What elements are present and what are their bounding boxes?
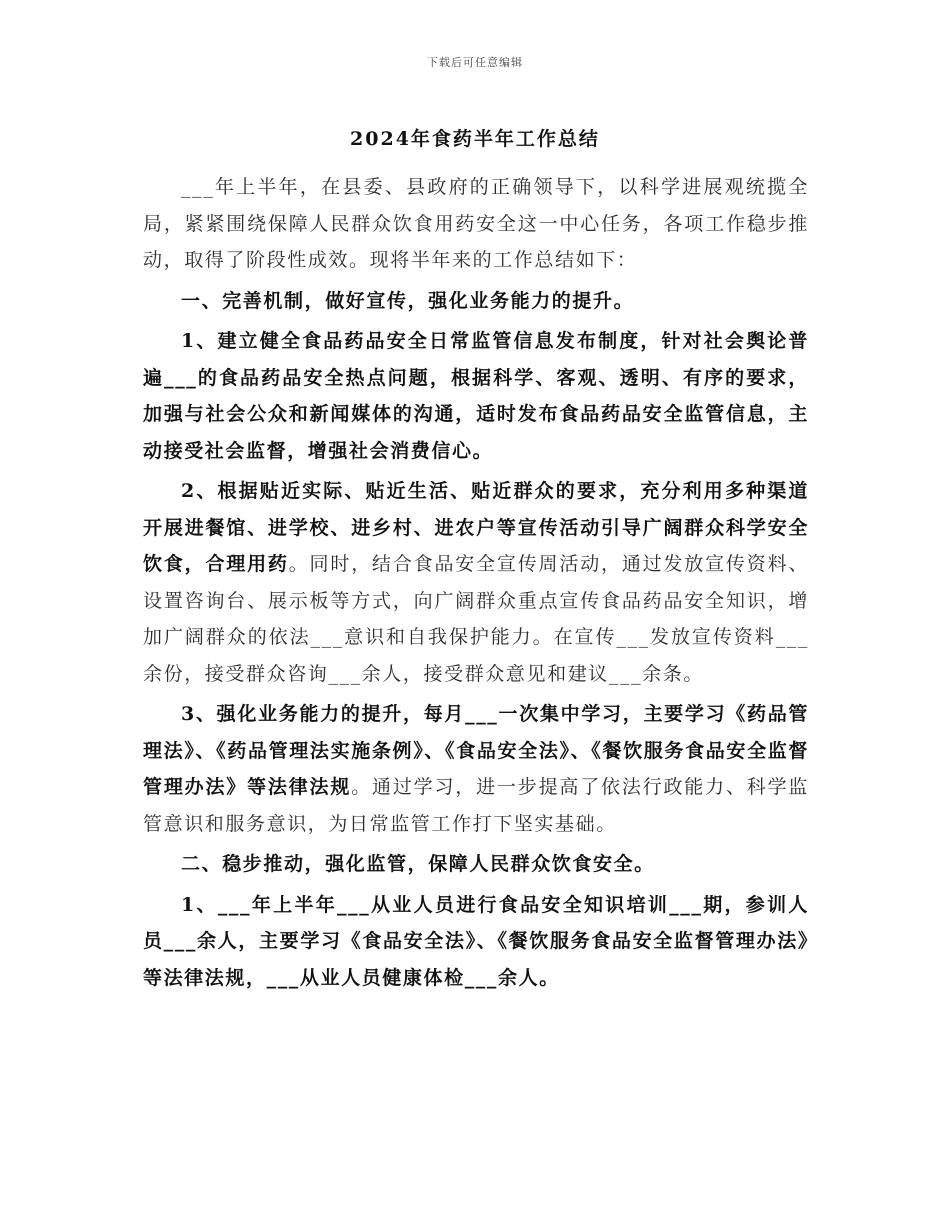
section1-heading: 一、完善机制，做好宣传，强化业务能力的提升。 bbox=[181, 289, 635, 312]
section1-item1: 1、建立健全食品药品安全日常监管信息发布制度，针对社会舆论普遍___的食品药品安全热点问题，根据科学、客观、透明、有序的要求，加强与社会公众和新闻媒体的沟通，适时发布食品药品安全监管信息，主动接受社会监督，增强社会消费信心。 bbox=[143, 330, 809, 462]
document-body bbox=[143, 169, 809, 996]
section1-item3-bold: 3、强化业务能力的提升，每月___一次集中学习，主要学习《药品管理法》、《药品管理法实施条例》、《食品安全法》、《餐饮服务食品安全监督管理办法》等法律法规 bbox=[143, 703, 809, 798]
section2-heading: 二、稳步推动，强化监管，保障人民群众饮食安全。 bbox=[181, 853, 655, 875]
section1-item2 bbox=[143, 473, 809, 692]
document-title: 2024年食药半年工作总结 bbox=[350, 128, 600, 150]
section1-item2-rest: 。同时，结合食品安全宣传周活动，通过发放宣传资料、设置咨询台、展示板等方式，向广阔群众重点宣传食品药品安全知识，增加广阔群众的依法___意识和自我保护能力。在宣传___发放宣传资料___余份，接受群众咨询___余人，接受群众意见和建议___余条。 bbox=[143, 553, 809, 685]
header-note: 下载后可任意编辑 bbox=[427, 56, 523, 69]
section2-item1: 1、___年上半年___从业人员进行食品安全知识培训___期，参训人员___余人，主要学习《食品安全法》、《餐饮服务食品安全监督管理办法》等法律法规，___从业人员健康体检___余人。 bbox=[143, 893, 809, 989]
section1-item3 bbox=[143, 696, 809, 842]
section1-item3-rest: 。通过学习，进一步提高了依法行政能力、科学监管意识和服务意识，为日常监管工作打下坚实基础。 bbox=[143, 776, 809, 835]
section1-item2-bold: 2、根据贴近实际、贴近生活、贴近群众的要求，充分利用多种渠道开展进餐馆、进学校、进乡村、进农户等宣传活动引导广阔群众科学安全饮食，合理用药 bbox=[143, 480, 809, 575]
intro-paragraph: ___年上半年，在县委、县政府的正确领导下，以科学进展观统揽全局，紧紧围绕保障人民群众饮食用药安全这一中心任务，各项工作稳步推动，取得了阶段性成效。现将半年来的工作总结如下： bbox=[143, 176, 809, 271]
